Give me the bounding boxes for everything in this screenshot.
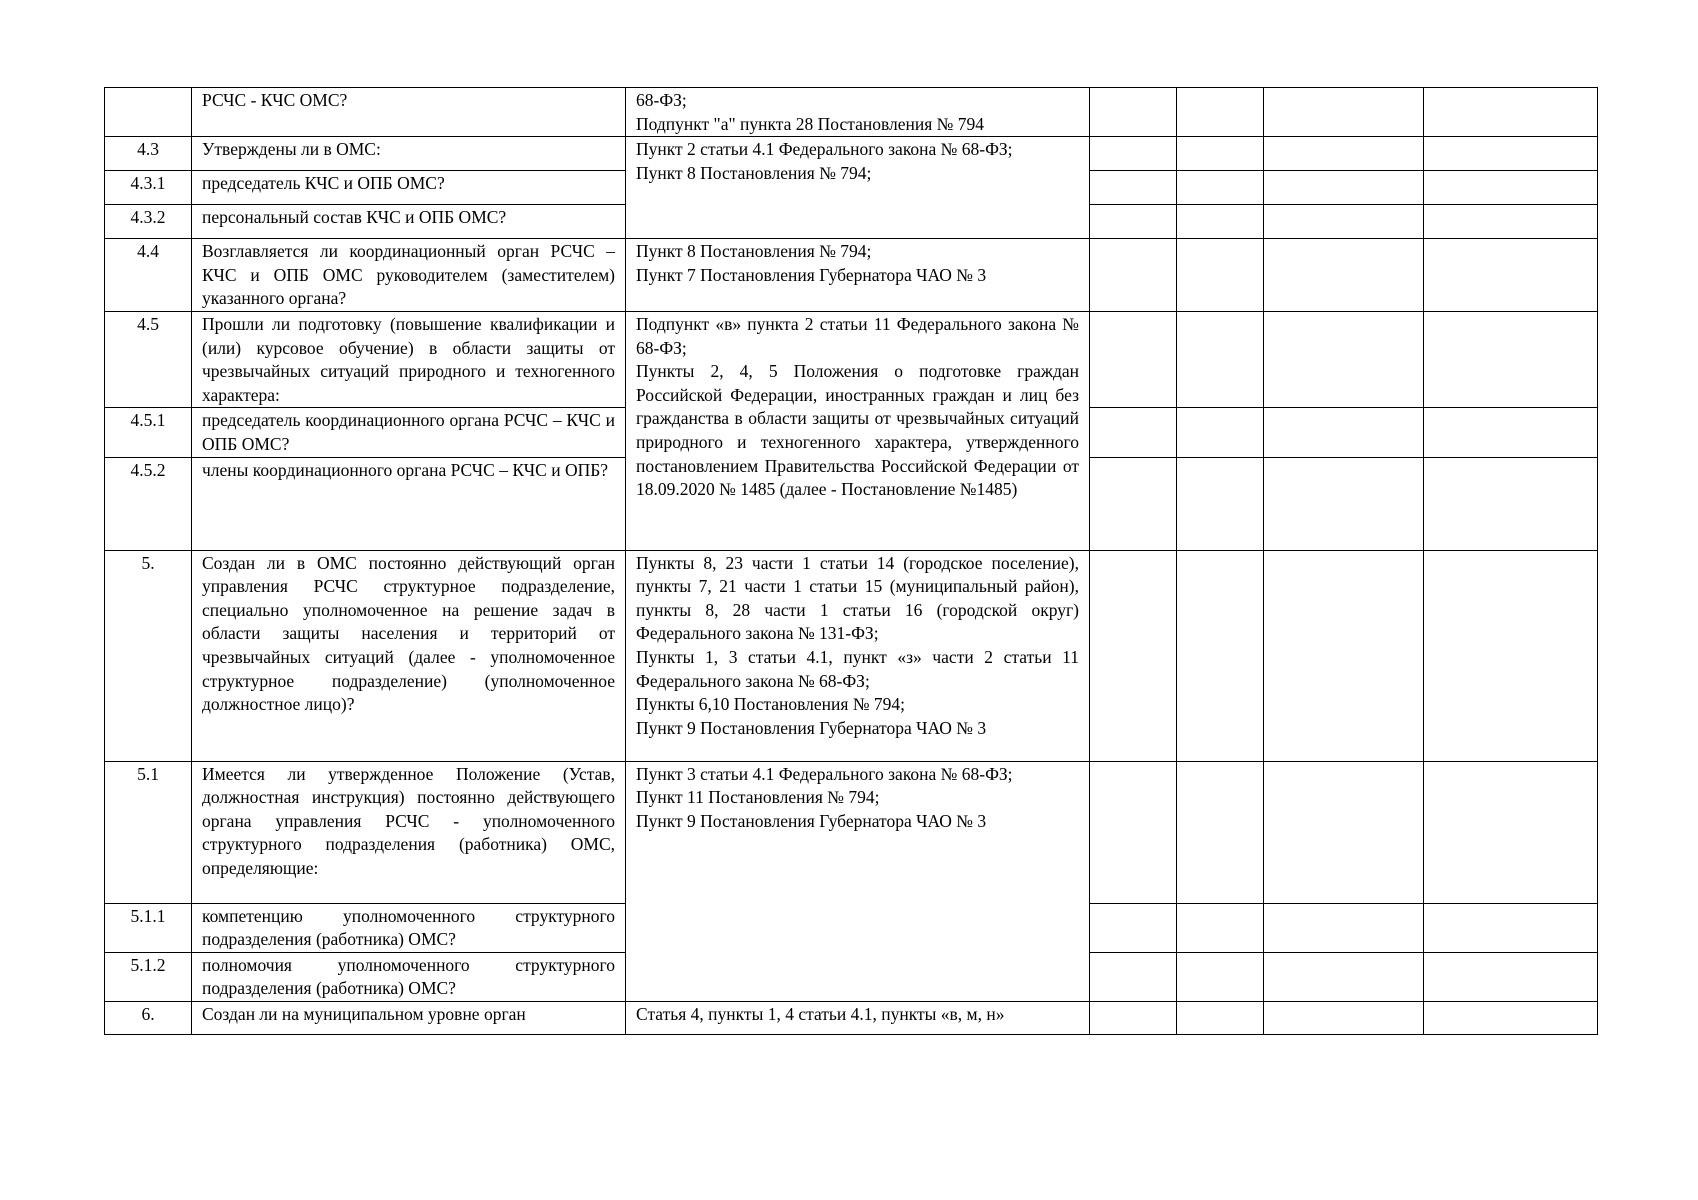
check-cell [1424,408,1598,457]
reference-line: Пункты 6,10 Постановления № 794; [636,694,906,715]
check-cell [1090,311,1177,407]
check-cell [1090,550,1177,761]
check-cell [1264,761,1424,903]
legal-reference [626,311,1090,550]
check-cell [1090,408,1177,457]
item-question: Прошли ли подготовку (повышение квалификации и (или) курсовое обучение) в области защиты от чрезвычайных ситуаций природного и техногенного характера: [192,311,626,407]
check-cell [1264,952,1424,1001]
table-row [105,761,1598,903]
check-cell [1090,903,1177,952]
item-number: 4.5.1 [105,408,192,457]
table-row [105,1001,1598,1034]
checklist-table [104,87,1598,1035]
legal-reference [626,550,1090,761]
check-cell [1090,205,1177,239]
check-cell [1177,903,1264,952]
check-cell [1177,952,1264,1001]
check-cell [1264,1001,1424,1034]
check-cell [1264,408,1424,457]
item-number: 4.5 [105,311,192,407]
table-row [105,88,1598,137]
check-cell [1177,205,1264,239]
check-cell [1090,137,1177,171]
check-cell [1264,239,1424,312]
item-number: 6. [105,1001,192,1034]
check-cell [1090,457,1177,550]
item-number: 5.1 [105,761,192,903]
check-cell [1177,311,1264,407]
legal-reference [626,137,1090,239]
check-cell [1424,903,1598,952]
item-number: 5. [105,550,192,761]
reference-line: Пункт 8 Постановления № 794; [636,162,872,183]
check-cell [1177,88,1264,137]
item-question: Создан ли в ОМС постоянно действующий орган управления РСЧС структурное подразделение, специально уполномоченное на решение задач в области защиты населения и территорий от чрезвычайных ситуаций (далее - уполномоченное структурное подразделение) (уполномоченное должностное лицо)? [192,550,626,761]
item-question: Возглавляется ли координационный орган РСЧС – КЧС и ОПБ ОМС руководителем (заместителем) указанного органа? [192,239,626,312]
check-cell [1264,171,1424,205]
reference-line: Подпункт «в» пункта 2 статьи 11 Федерального закона № 68-ФЗ; [636,313,1079,358]
check-cell [1264,88,1424,137]
item-question: РСЧС - КЧС ОМС? [192,88,626,137]
check-cell [1424,1001,1598,1034]
item-question: Создан ли на муниципальном уровне орган [192,1001,626,1034]
check-cell [1424,239,1598,312]
item-number: 5.1.2 [105,952,192,1001]
reference-line: Пункт 7 Постановления Губернатора ЧАО № 3 [636,264,987,285]
check-cell [1090,88,1177,137]
item-number: 5.1.1 [105,903,192,952]
check-cell [1177,408,1264,457]
legal-reference [626,88,1090,137]
check-cell [1177,761,1264,903]
reference-line: Пункты 1, 3 статьи 4.1, пункт «з» части 2 статьи 11 Федерального закона № 68-ФЗ; [636,646,1079,691]
check-cell [1424,171,1598,205]
reference-line: Пункт 9 Постановления Губернатора ЧАО № 3 [636,717,987,738]
reference-line: Пункты 8, 23 части 1 статьи 14 (городское поселение), пункты 7, 21 части 1 статьи 15 (муниципальный район), пункты 8, 28 части 1 статьи 16 (городской округ) Федерального закона № 131-ФЗ; [636,552,1079,644]
check-cell [1424,137,1598,171]
check-cell [1177,1001,1264,1034]
reference-line: Пункт 9 Постановления Губернатора ЧАО № 3 [636,810,987,831]
check-cell [1177,137,1264,171]
check-cell [1090,171,1177,205]
check-cell [1264,311,1424,407]
reference-line: Пункт 3 статьи 4.1 Федерального закона № 68-ФЗ; [636,763,1013,784]
item-number: 4.5.2 [105,457,192,550]
reference-line: Подпункт "а" пункта 28 Постановления № 794 [636,113,984,134]
item-question: персональный состав КЧС и ОПБ ОМС? [192,205,626,239]
reference-line: Пункт 8 Постановления № 794; [636,241,872,262]
item-number: 4.3.1 [105,171,192,205]
check-cell [1264,550,1424,761]
item-question: председатель КЧС и ОПБ ОМС? [192,171,626,205]
table-row [105,239,1598,312]
check-cell [1424,205,1598,239]
check-cell [1264,205,1424,239]
check-cell [1424,550,1598,761]
item-number: 4.3 [105,137,192,171]
reference-line: Пункты 2, 4, 5 Положения о подготовке граждан Российской Федерации, иностранных граждан и лиц без гражданства в области защиты от чрезвычайных ситуаций природного и техногенного характера, утвержденного постановлением Правительства Российской Федерации от 18.09.2020 № 1485 (далее - Постановление №1485) [636,361,1079,500]
check-cell [1090,1001,1177,1034]
check-cell [1090,952,1177,1001]
check-cell [1424,311,1598,407]
check-cell [1177,550,1264,761]
legal-reference [626,239,1090,312]
check-cell [1424,761,1598,903]
item-question: председатель координационного органа РСЧС – КЧС и ОПБ ОМС? [192,408,626,457]
table-row [105,550,1598,761]
check-cell [1177,239,1264,312]
item-question: компетенцию уполномоченного структурного подразделения (работника) ОМС? [192,903,626,952]
reference-line: Пункт 11 Постановления № 794; [636,787,880,808]
check-cell [1264,903,1424,952]
item-question: Утверждены ли в ОМС: [192,137,626,171]
check-cell [1177,171,1264,205]
check-cell [1090,239,1177,312]
check-cell [1424,88,1598,137]
legal-reference [626,761,1090,1001]
check-cell [1424,952,1598,1001]
item-number: 4.4 [105,239,192,312]
reference-line: 68-ФЗ; [636,90,687,110]
check-cell [1090,761,1177,903]
table-row [105,311,1598,407]
check-cell [1177,457,1264,550]
item-number: 4.3.2 [105,205,192,239]
reference-line: Статья 4, пункты 1, 4 статьи 4.1, пункты «в, м, н» [636,1003,1005,1024]
legal-reference [626,1001,1090,1034]
item-question: члены координационного органа РСЧС – КЧС и ОПБ? [192,457,626,550]
check-cell [1264,137,1424,171]
table-row [105,137,1598,171]
check-cell [1424,457,1598,550]
item-number [105,88,192,137]
check-cell [1264,457,1424,550]
item-question: Имеется ли утвержденное Положение (Устав, должностная инструкция) постоянно действующего органа управления РСЧС - уполномоченного структурного подразделения (работника) ОМС, определяющие: [192,761,626,903]
item-question: полномочия уполномоченного структурного подразделения (работника) ОМС? [192,952,626,1001]
reference-line: Пункт 2 статьи 4.1 Федерального закона № 68-ФЗ; [636,139,1013,160]
